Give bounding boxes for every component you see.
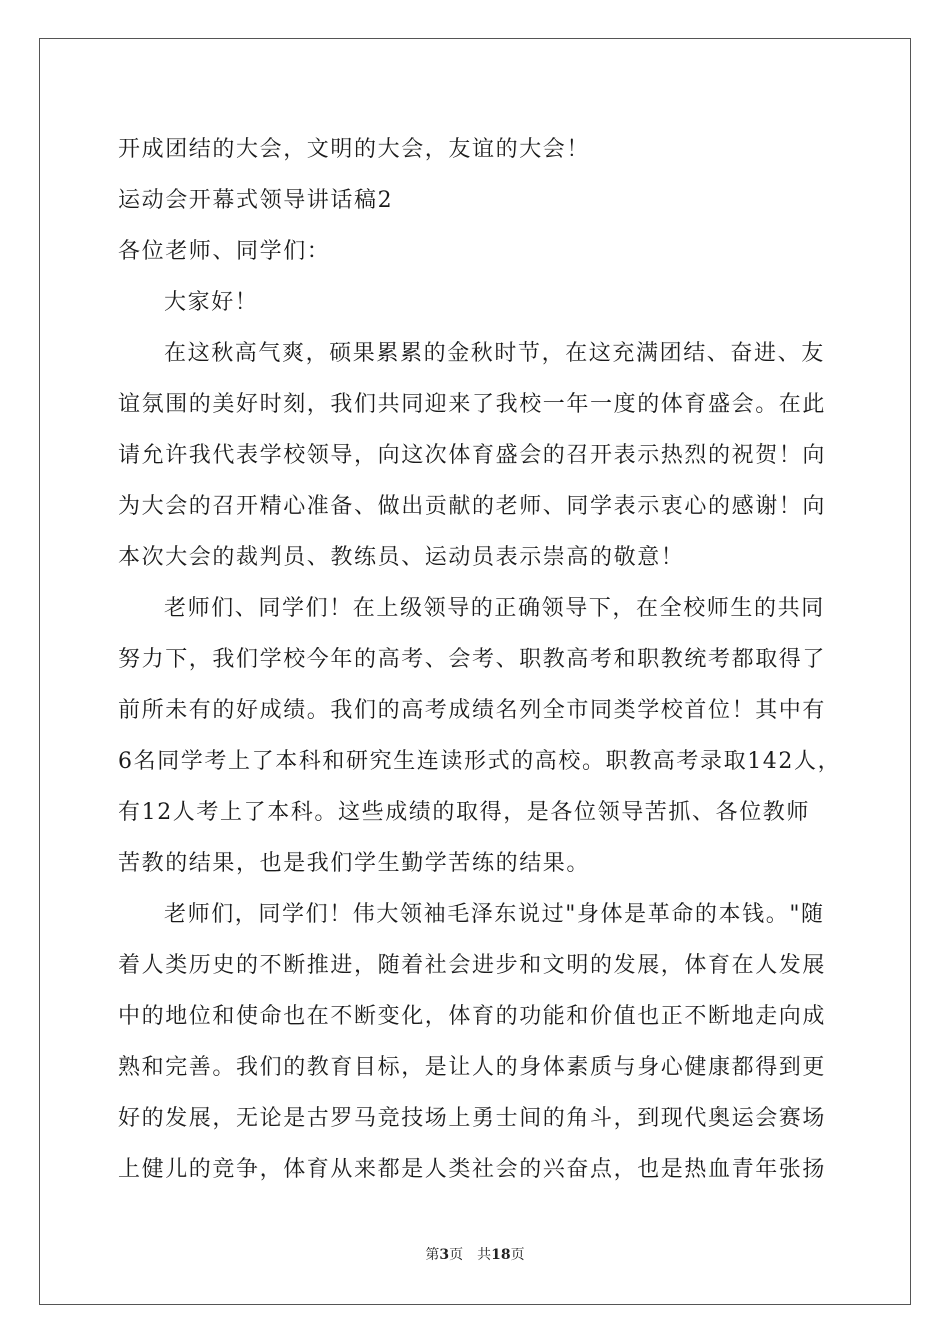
paragraph-line: 老师们，同学们！伟大领袖毛泽东说过"身体是革命的本钱。"随 bbox=[164, 902, 825, 927]
page-indicator bbox=[425, 1247, 463, 1263]
paragraph-line: 6名同学考上了本科和研究生连读形式的高校。职教高考录取142人， bbox=[118, 749, 842, 774]
paragraph-line: 中的地位和使命也在不断变化，体育的功能和价值也正不断地走向成 bbox=[118, 1004, 827, 1029]
paragraph-line: 在这秋高气爽，硕果累累的金秋时节，在这充满团结、奋进、友 bbox=[164, 341, 825, 366]
paragraph-line: 着人类历史的不断推进，随着社会进步和文明的发展，体育在人发展 bbox=[118, 953, 827, 978]
page-suffix: 页 bbox=[449, 1247, 464, 1263]
total-suffix: 页 bbox=[510, 1247, 525, 1263]
paragraph-line: 上健儿的竞争，体育从来都是人类社会的兴奋点，也是热血青年张扬 bbox=[118, 1157, 827, 1182]
paragraph-line: 老师们、同学们！在上级领导的正确领导下，在全校师生的共同 bbox=[164, 596, 825, 621]
paragraph-line: 谊氛围的美好时刻，我们共同迎来了我校一年一度的体育盛会。在此 bbox=[118, 392, 827, 417]
total-pages-indicator bbox=[477, 1247, 524, 1263]
paragraph-line: 为大会的召开精心准备、做出贡献的老师、同学表示衷心的感谢！向 bbox=[118, 494, 827, 519]
page-prefix: 第 bbox=[425, 1247, 440, 1263]
text-line: 开成团结的大会，文明的大会，友谊的大会！ bbox=[118, 137, 591, 162]
greeting: 大家好！ bbox=[164, 290, 259, 315]
page-number: 3 bbox=[439, 1247, 450, 1263]
total-pages: 18 bbox=[491, 1247, 511, 1263]
paragraph-line: 好的发展，无论是古罗马竞技场上勇士间的角斗，到现代奥运会赛场 bbox=[118, 1106, 827, 1131]
paragraph-line: 本次大会的裁判员、教练员、运动员表示崇高的敬意！ bbox=[118, 545, 685, 570]
total-prefix: 共 bbox=[477, 1247, 492, 1263]
paragraph-line: 苦教的结果，也是我们学生勤学苦练的结果。 bbox=[118, 851, 591, 876]
document-heading: 运动会开幕式领导讲话稿2 bbox=[118, 188, 394, 213]
paragraph-line: 努力下，我们学校今年的高考、会考、职教高考和职教统考都取得了 bbox=[118, 647, 827, 672]
page-footer bbox=[0, 1246, 950, 1264]
paragraph-line: 有12人考上了本科。这些成绩的取得，是各位领导苦抓、各位教师 bbox=[118, 800, 810, 825]
paragraph-line: 熟和完善。我们的教育目标，是让人的身体素质与身心健康都得到更 bbox=[118, 1055, 827, 1080]
salutation: 各位老师、同学们： bbox=[118, 239, 331, 264]
paragraph-line: 前所未有的好成绩。我们的高考成绩名列全市同类学校首位！其中有 bbox=[118, 698, 827, 723]
paragraph-line: 请允许我代表学校领导，向这次体育盛会的召开表示热烈的祝贺！向 bbox=[118, 443, 827, 468]
